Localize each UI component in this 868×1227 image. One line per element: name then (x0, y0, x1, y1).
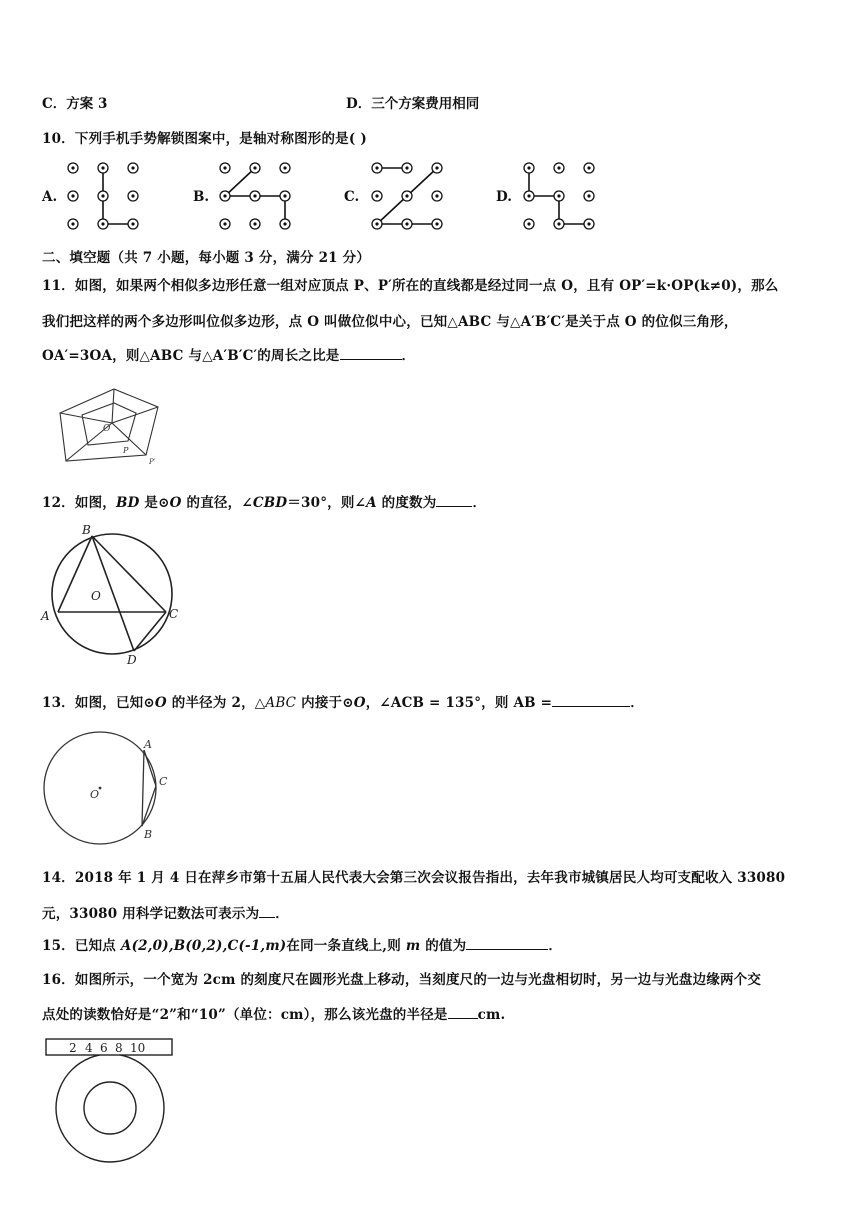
q15-mid2: 的值为 (420, 938, 467, 954)
q10-option-d-label: D. (496, 189, 512, 205)
q12-label-c: C (169, 607, 179, 621)
q12-mid4: 的度数为 (376, 495, 437, 511)
q16-figure (42, 1034, 178, 1172)
q13-tri: △ABC (254, 695, 297, 711)
q12-answer-blank[interactable] (436, 494, 472, 507)
q11-line-3-text: OA′=3OA，则△ABC 与△A′B′C′的周长之比是 (42, 348, 340, 364)
q14-end: ． (275, 906, 289, 922)
q12-label-o: O (91, 589, 101, 603)
q10-stem: 10．下列手机手势解锁图案中，是轴对称图形的是( ) (42, 131, 367, 147)
q11-line-3 (42, 344, 415, 364)
q16-ruler-label-10: 10 (130, 1041, 146, 1055)
q13-end: ． (630, 695, 644, 711)
q16-ruler-label-4: 4 (85, 1041, 93, 1055)
q12-end: ． (472, 495, 487, 511)
q16-ruler (46, 1039, 172, 1055)
q11-label-p-prime: P′ (149, 458, 156, 466)
q15-mid: 在同一条直线上,则 (286, 938, 406, 954)
q12-o: O (169, 495, 182, 511)
q10-pattern-c (366, 160, 450, 232)
q12-figure (38, 520, 186, 668)
q12-mid1: 是⊙ (139, 495, 170, 511)
q9-option-c: C．方案 3 (42, 96, 108, 112)
q10-pattern-b (214, 160, 298, 232)
q12-mid3: ＝30°，则∠ (287, 495, 367, 511)
section-2-title: 二、填空题（共 7 小题，每小题 3 分，满分 21 分） (42, 250, 371, 266)
q12-mid2: 的直径，∠ (181, 495, 253, 511)
q14-line-1: 14．2018 年 1 月 4 日在萍乡市第十五届人民代表大会第三次会议报告指出，去年我市城镇居民人均可支配收入 33080 (42, 870, 786, 886)
q14-line-2-text: 元，33080 用科学记数法可表示为 (42, 906, 260, 922)
q10-pattern-d (518, 160, 602, 232)
q15-stem (42, 934, 562, 954)
q13-label-c: C (159, 775, 168, 788)
q15-m: m (405, 938, 421, 954)
q13-o: O (154, 695, 167, 711)
q15-end: ． (548, 938, 563, 954)
q13-o2: O (353, 695, 366, 711)
q10-option-a-label: A. (42, 189, 58, 205)
q13-figure (38, 728, 174, 848)
q16-ruler-label-2: 2 (69, 1041, 77, 1055)
q12-label-a: A (41, 609, 50, 623)
q13-pre: 13．如图，已知⊙ (42, 695, 155, 711)
q11-figure (52, 383, 172, 469)
q13-label-o: O (90, 788, 100, 801)
q16-line-2-text: 点处的读数恰好是“2”和“10”（单位：cm），那么该光盘的半径是 (42, 1007, 448, 1023)
q16-line-1: 16．如图所示，一个宽为 2cm 的刻度尺在圆形光盘上移动，当刻度尺的一边与光盘相切时，另一边与光盘边缘两个交 (42, 972, 762, 988)
q13-mid2: 内接于⊙ (296, 695, 354, 711)
q13-label-b: B (144, 828, 153, 841)
q10-option-b-label: B. (193, 189, 210, 205)
q12-cbd: CBD (252, 495, 288, 511)
q11-answer-blank[interactable] (340, 347, 402, 360)
q13-answer-blank[interactable] (552, 694, 630, 707)
q16-line-2-unit: cm. (477, 1007, 506, 1023)
q12-pre: 12．如图， (42, 495, 116, 511)
q14-answer-blank[interactable] (259, 905, 275, 918)
q16-answer-blank[interactable] (448, 1006, 478, 1019)
q16-ruler-label-6: 6 (100, 1041, 108, 1055)
q11-line-2: 我们把这样的两个多边形叫位似多边形，点 O 叫做位似中心，已知△ABC 与△A′B′C′是关于点 O 的位似三角形， (42, 314, 738, 330)
q13-mid1: 的半径为 2， (166, 695, 255, 711)
q12-a: A (366, 495, 377, 511)
q12-label-b: B (82, 523, 91, 537)
q11-label-p: P (123, 446, 129, 455)
q13-label-a: A (144, 738, 152, 751)
q10-pattern-a (62, 160, 142, 232)
q15-points: A(2,0),B(0,2),C(-1,m) (120, 938, 287, 954)
q15-pre: 15．已知点 (42, 938, 121, 954)
q12-bd: BD (116, 495, 140, 511)
q16-ruler-label-8: 8 (115, 1041, 123, 1055)
q12-label-d: D (127, 653, 137, 667)
q11-line-1: 11．如图，如果两个相似多边形任意一组对应顶点 P、P′所在的直线都是经过同一点 O，且有 OP′=k·OP(k≠0)，那么 (42, 278, 779, 294)
q15-answer-blank[interactable] (466, 937, 548, 950)
q11-label-o: O (103, 424, 111, 434)
q13-stem (42, 691, 644, 711)
q16-line-2 (42, 1003, 505, 1023)
q13-mid3: ，∠ACB = 135°，则 AB = (365, 695, 553, 711)
q12-stem (42, 491, 486, 511)
q11-end: ． (401, 348, 416, 364)
q10-option-c-label: C. (344, 189, 360, 205)
q14-line-2 (42, 902, 289, 922)
q9-option-d: D．三个方案费用相同 (346, 96, 480, 112)
